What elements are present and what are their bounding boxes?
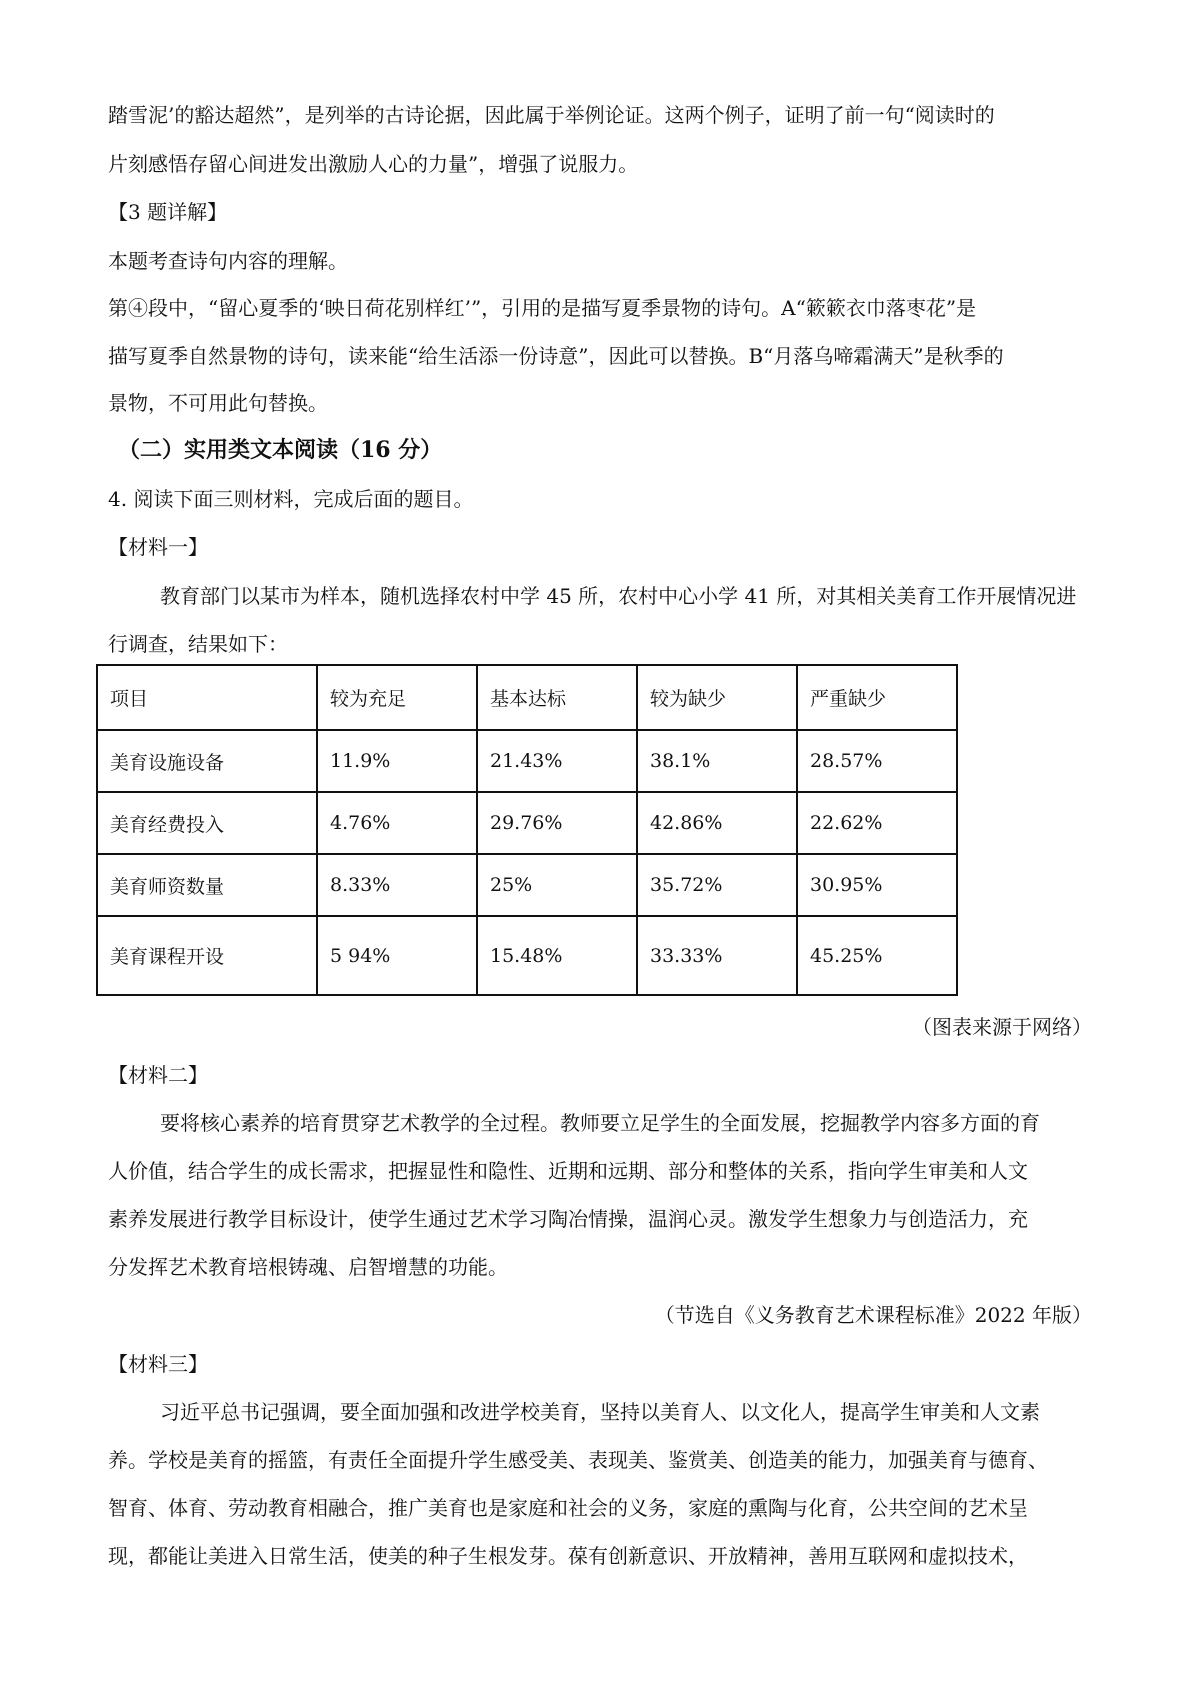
table-cell: 28.57% [797, 730, 957, 792]
paragraph-line: 要将核心素养的培育贯穿艺术教学的全过程。教师要立足学生的全面发展，挖掘教学内容多方面的育 [160, 1111, 1040, 1135]
paragraph-line: 踏雪泥’的豁达超然”，是列举的古诗论据，因此属于举例论证。这两个例子，证明了前一句“阅读时的 [108, 103, 995, 127]
table-cell: 35.72% [637, 854, 797, 916]
material-2-source: （节选自《义务教育艺术课程标准》2022 年版） [654, 1303, 1092, 1327]
table-cell: 美育经费投入 [97, 792, 317, 854]
paragraph-line: 描写夏季自然景物的诗句，读来能“给生活添一份诗意”，因此可以替换。B“月落乌啼霜满天”是秋季的 [108, 344, 1004, 368]
question-3-title: 【3 题详解】 [108, 200, 228, 224]
paragraph-line: 第④段中，“留心夏季的‘映日荷花别样红’”，引用的是描写夏季景物的诗句。A“簌簌衣巾落枣花”是 [108, 296, 977, 320]
table-row [97, 854, 957, 916]
paragraph-line: 行调查，结果如下： [108, 632, 288, 656]
table-row [97, 792, 957, 854]
table-cell: 美育课程开设 [97, 916, 317, 995]
paragraph-line: 习近平总书记强调，要全面加强和改进学校美育，坚持以美育人、以文化人，提高学生审美和人文素 [160, 1400, 1040, 1424]
material-2-title: 【材料二】 [108, 1063, 208, 1087]
table-cell: 4.76% [317, 792, 477, 854]
table-cell: 11.9% [317, 730, 477, 792]
table-header-row [97, 665, 957, 730]
table-header-cell: 较为缺少 [637, 665, 797, 730]
table-cell: 21.43% [477, 730, 637, 792]
paragraph-line: 养。学校是美育的摇篮，有责任全面提升学生感受美、表现美、鉴赏美、创造美的能力，加强美育与德育、 [108, 1448, 1048, 1472]
table-cell: 25% [477, 854, 637, 916]
table-cell: 45.25% [797, 916, 957, 995]
paragraph-line: 素养发展进行教学目标设计，使学生通过艺术学习陶冶情操，温润心灵。激发学生想象力与创造活力，充 [108, 1207, 1028, 1231]
table-cell: 42.86% [637, 792, 797, 854]
survey-table [96, 664, 958, 996]
table-cell: 38.1% [637, 730, 797, 792]
table-cell: 22.62% [797, 792, 957, 854]
table-header-cell: 较为充足 [317, 665, 477, 730]
material-3-title: 【材料三】 [108, 1352, 208, 1376]
paragraph-line: 现，都能让美进入日常生活，使美的种子生根发芽。葆有创新意识、开放精神，善用互联网和虚拟技术， [108, 1544, 1028, 1568]
paragraph-line: 景物，不可用此句替换。 [108, 391, 328, 415]
paragraph-line: 本题考查诗句内容的理解。 [108, 249, 348, 273]
table-row [97, 916, 957, 995]
table-header-cell: 项目 [97, 665, 317, 730]
table-cell: 美育师资数量 [97, 854, 317, 916]
section-heading: （二）实用类文本阅读（16 分） [118, 437, 443, 463]
table-cell: 29.76% [477, 792, 637, 854]
paragraph-line: 智育、体育、劳动教育相融合，推广美育也是家庭和社会的义务，家庭的熏陶与化育，公共空间的艺术呈 [108, 1496, 1028, 1520]
table-row [97, 730, 957, 792]
paragraph-line: 人价值，结合学生的成长需求，把握显性和隐性、近期和远期、部分和整体的关系，指向学生审美和人文 [108, 1159, 1028, 1183]
table-cell: 8.33% [317, 854, 477, 916]
paragraph-line: 片刻感悟存留心间进发出激励人心的力量”，增强了说服力。 [108, 152, 639, 176]
table-cell: 15.48% [477, 916, 637, 995]
material-1-title: 【材料一】 [108, 535, 208, 559]
table-cell: 5 94% [317, 916, 477, 995]
table-header-cell: 严重缺少 [797, 665, 957, 730]
table-cell: 30.95% [797, 854, 957, 916]
table-header-cell: 基本达标 [477, 665, 637, 730]
material-1-source: （图表来源于网络） [912, 1015, 1092, 1039]
question-4-prompt: 4. 阅读下面三则材料，完成后面的题目。 [108, 487, 474, 511]
table-cell: 33.33% [637, 916, 797, 995]
paragraph-line: 教育部门以某市为样本，随机选择农村中学 45 所，农村中心小学 41 所，对其相关美育工作开展情况进 [160, 584, 1077, 608]
paragraph-line: 分发挥艺术教育培根铸魂、启智增慧的功能。 [108, 1255, 508, 1279]
table-cell: 美育设施设备 [97, 730, 317, 792]
